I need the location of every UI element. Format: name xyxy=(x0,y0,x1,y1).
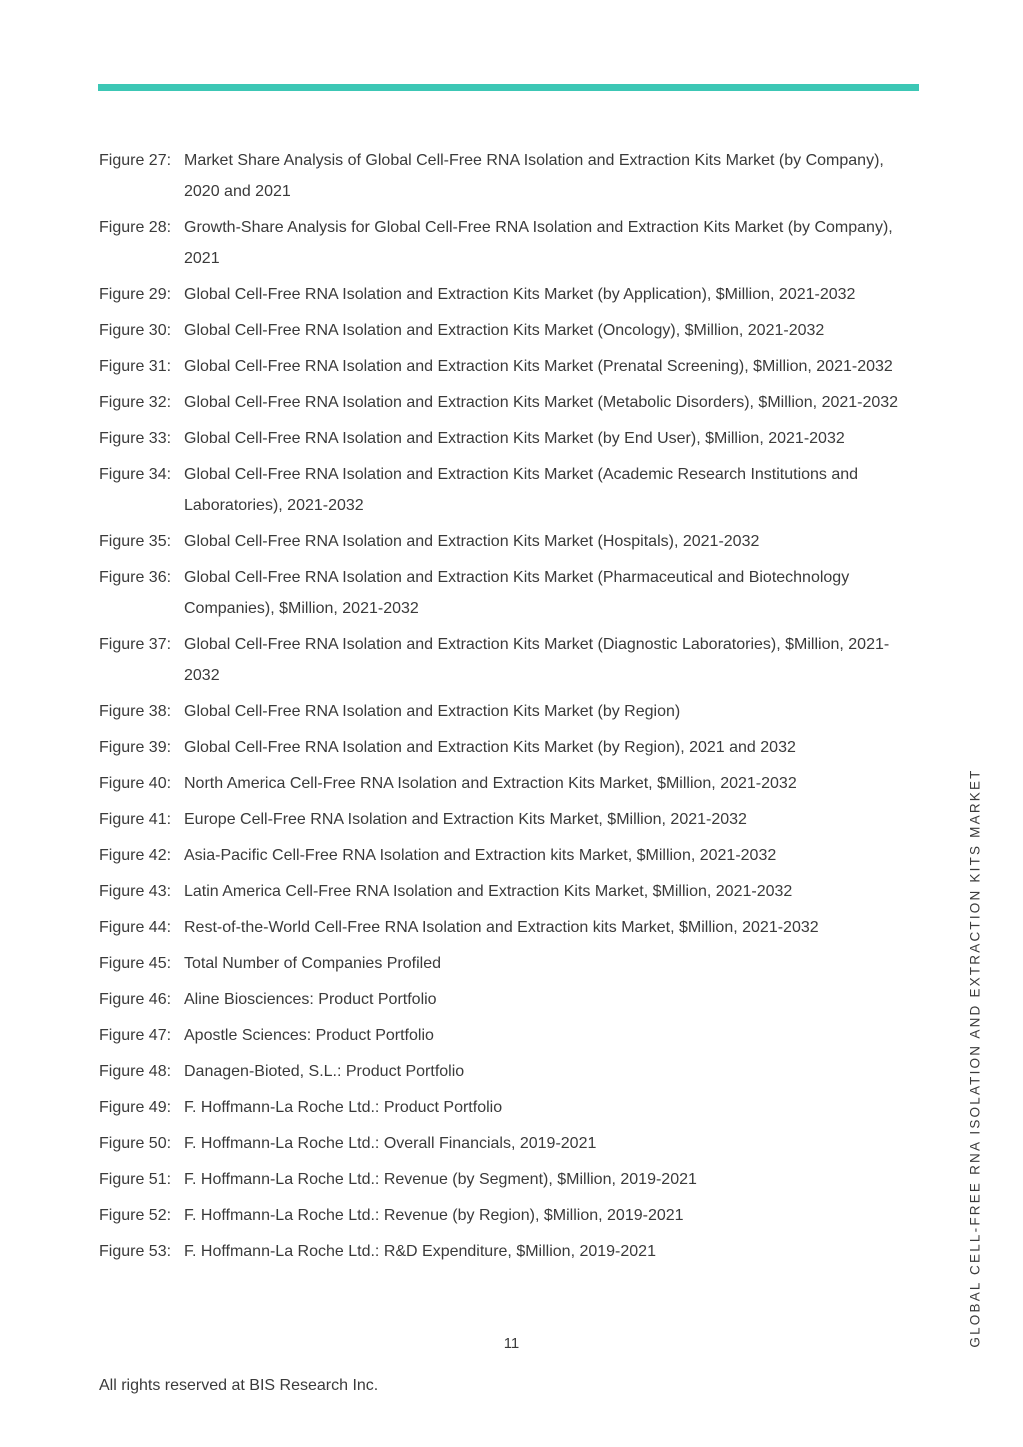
figure-entry xyxy=(99,279,919,310)
figure-label: Figure 52: xyxy=(99,1207,172,1224)
figure-title: Rest-of-the-World Cell-Free RNA Isolation and Extraction kits Market, $Million, 2021-2032 xyxy=(184,919,819,936)
figure-title: Total Number of Companies Profiled xyxy=(184,955,442,972)
figure-title: F. Hoffmann-La Roche Ltd.: R&D Expenditure, $Million, 2019-2021 xyxy=(184,1243,656,1260)
figure-label: Figure 45: xyxy=(99,955,172,972)
figure-title: Global Cell-Free RNA Isolation and Extraction Kits Market (by End User), $Million, 2021-2032 xyxy=(184,430,845,447)
figure-title: F. Hoffmann-La Roche Ltd.: Overall Financials, 2019-2021 xyxy=(184,1135,597,1152)
figure-entry xyxy=(99,562,919,624)
figure-entry xyxy=(99,423,919,454)
footer-copyright: All rights reserved at BIS Research Inc. xyxy=(99,1377,379,1394)
figure-label: Figure 41: xyxy=(99,811,172,828)
figure-label: Figure 40: xyxy=(99,775,172,792)
figure-title: Growth-Share Analysis for Global Cell-Free RNA Isolation and Extraction Kits Market (by Company), 2021 xyxy=(184,219,893,267)
figure-entry xyxy=(99,912,919,943)
list-of-figures xyxy=(99,145,919,1272)
figure-label: Figure 50: xyxy=(99,1135,172,1152)
figure-entry xyxy=(99,145,919,207)
figure-entry xyxy=(99,629,919,691)
figure-entry xyxy=(99,804,919,835)
figure-entry xyxy=(99,387,919,418)
figure-label: Figure 43: xyxy=(99,883,172,900)
figure-entry xyxy=(99,1056,919,1087)
figure-label: Figure 44: xyxy=(99,919,172,936)
figure-title: Global Cell-Free RNA Isolation and Extraction Kits Market (by Region) xyxy=(184,703,681,720)
figure-label: Figure 39: xyxy=(99,739,172,756)
figure-label: Figure 34: xyxy=(99,466,172,483)
figure-label: Figure 48: xyxy=(99,1063,172,1080)
figure-title: F. Hoffmann-La Roche Ltd.: Product Portfolio xyxy=(184,1099,503,1116)
figure-title: Apostle Sciences: Product Portfolio xyxy=(184,1027,434,1044)
figure-title: Global Cell-Free RNA Isolation and Extraction Kits Market (Oncology), $Million, 2021-2032 xyxy=(184,322,825,339)
figure-title: Global Cell-Free RNA Isolation and Extraction Kits Market (by Region), 2021 and 2032 xyxy=(184,739,796,756)
figure-label: Figure 42: xyxy=(99,847,172,864)
figure-label: Figure 46: xyxy=(99,991,172,1008)
figure-entry xyxy=(99,984,919,1015)
figure-entry xyxy=(99,840,919,871)
figure-label: Figure 33: xyxy=(99,430,172,447)
figure-entry xyxy=(99,876,919,907)
figure-label: Figure 37: xyxy=(99,636,172,653)
figure-title: Global Cell-Free RNA Isolation and Extraction Kits Market (Pharmaceutical and Biotechnology Companies), $Million, 2021-2032 xyxy=(184,569,850,617)
figure-title: Global Cell-Free RNA Isolation and Extraction Kits Market (Academic Research Institutions and Laboratories), 2021-2032 xyxy=(184,466,859,514)
figure-title: Global Cell-Free RNA Isolation and Extraction Kits Market (Diagnostic Laboratories), $Million, 2021-2032 xyxy=(184,636,890,684)
figure-label: Figure 47: xyxy=(99,1027,172,1044)
figure-entry xyxy=(99,1236,919,1267)
figure-label: Figure 35: xyxy=(99,533,172,550)
figure-title: North America Cell-Free RNA Isolation and Extraction Kits Market, $Million, 2021-2032 xyxy=(184,775,797,792)
figure-label: Figure 29: xyxy=(99,286,172,303)
figure-title: Global Cell-Free RNA Isolation and Extraction Kits Market (Prenatal Screening), $Million, 2021-2032 xyxy=(184,358,893,375)
figure-entry xyxy=(99,696,919,727)
figure-label: Figure 32: xyxy=(99,394,172,411)
figure-title: Global Cell-Free RNA Isolation and Extraction Kits Market (Metabolic Disorders), $Million, 2021-2032 xyxy=(184,394,899,411)
page-number: 11 xyxy=(503,1335,520,1352)
figure-entry xyxy=(99,1092,919,1123)
figure-label: Figure 30: xyxy=(99,322,172,339)
figure-entry xyxy=(99,768,919,799)
figure-entry xyxy=(99,212,919,274)
figure-label: Figure 53: xyxy=(99,1243,172,1260)
figure-title: F. Hoffmann-La Roche Ltd.: Revenue (by Segment), $Million, 2019-2021 xyxy=(184,1171,697,1188)
figure-label: Figure 27: xyxy=(99,152,172,169)
figure-title: Market Share Analysis of Global Cell-Free RNA Isolation and Extraction Kits Market (by Company), 2020 and 2021 xyxy=(184,152,884,200)
figure-label: Figure 38: xyxy=(99,703,172,720)
figure-title: Europe Cell-Free RNA Isolation and Extraction Kits Market, $Million, 2021-2032 xyxy=(184,811,747,828)
figure-entry xyxy=(99,732,919,763)
figure-entry xyxy=(99,459,919,521)
figure-label: Figure 31: xyxy=(99,358,172,375)
figure-entry xyxy=(99,315,919,346)
figure-title: Danagen-Bioted, S.L.: Product Portfolio xyxy=(184,1063,465,1080)
figure-label: Figure 28: xyxy=(99,219,172,236)
figure-entry xyxy=(99,526,919,557)
figure-entry xyxy=(99,948,919,979)
figure-entry xyxy=(99,1128,919,1159)
figure-title: Global Cell-Free RNA Isolation and Extraction Kits Market (by Application), $Million, 2021-2032 xyxy=(184,286,856,303)
figure-entry xyxy=(99,351,919,382)
figure-entry xyxy=(99,1020,919,1051)
figure-title: Latin America Cell-Free RNA Isolation and Extraction Kits Market, $Million, 2021-2032 xyxy=(184,883,793,900)
figure-label: Figure 51: xyxy=(99,1171,172,1188)
figure-entry xyxy=(99,1164,919,1195)
figure-title: Aline Biosciences: Product Portfolio xyxy=(184,991,437,1008)
figure-entry xyxy=(99,1200,919,1231)
header-accent-rule xyxy=(98,84,919,91)
figure-title: F. Hoffmann-La Roche Ltd.: Revenue (by Region), $Million, 2019-2021 xyxy=(184,1207,684,1224)
figure-title: Global Cell-Free RNA Isolation and Extraction Kits Market (Hospitals), 2021-2032 xyxy=(184,533,760,550)
side-running-title: GLOBAL CELL-FREE RNA ISOLATION AND EXTRACTION KITS MARKET xyxy=(967,768,983,1348)
figure-label: Figure 49: xyxy=(99,1099,172,1116)
figure-label: Figure 36: xyxy=(99,569,172,586)
figure-title: Asia-Pacific Cell-Free RNA Isolation and Extraction kits Market, $Million, 2021-2032 xyxy=(184,847,777,864)
